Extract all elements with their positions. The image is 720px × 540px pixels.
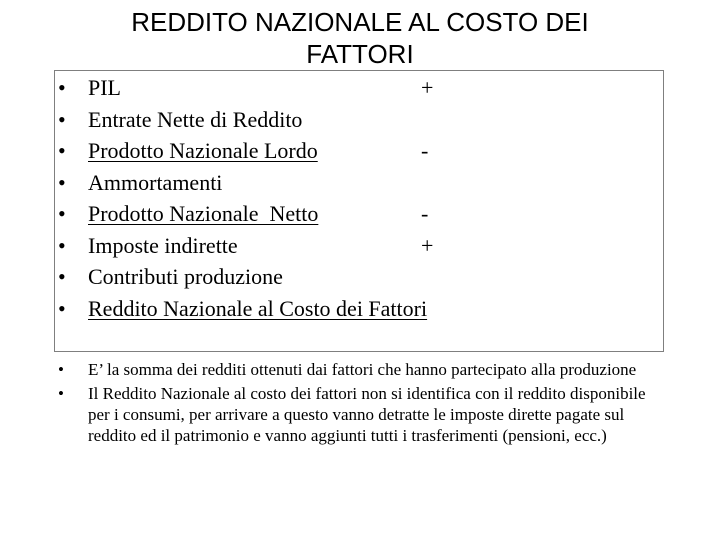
list-item-prodotto-nazionale-lordo bbox=[0, 135, 720, 167]
note-text: Il Reddito Nazionale al costo dei fattori non si identifica con il reddito disponibile per i consumi, per arrivare a questo vanno detratte le imposte dirette pagate sul reddito ed il patrimonio e vanno aggiunti tutti i trasferimenti (pensioni, ecc.) bbox=[88, 384, 646, 445]
list-item-ammortamenti bbox=[0, 167, 720, 199]
bullet-icon: • bbox=[58, 75, 66, 100]
item-label: PIL bbox=[88, 75, 121, 100]
item-label: Prodotto Nazionale Lordo bbox=[88, 138, 318, 163]
list-item-entrate-nette bbox=[0, 104, 720, 136]
bullet-icon: • bbox=[58, 232, 66, 258]
bullet-icon: • bbox=[58, 360, 64, 379]
title-line-1: REDDITO NAZIONALE AL COSTO DEI bbox=[131, 7, 589, 37]
list-item-pil bbox=[0, 72, 720, 104]
bullet-icon: • bbox=[58, 295, 66, 321]
note-item-definition bbox=[0, 359, 660, 380]
note-item-disposable-income bbox=[0, 383, 660, 446]
slide-title bbox=[60, 6, 660, 70]
title-line-2: FATTORI bbox=[306, 39, 414, 69]
item-label: Entrate Nette di Reddito bbox=[88, 106, 303, 132]
item-label: Contributi produzione bbox=[88, 264, 283, 289]
list-item-reddito-nazionale bbox=[0, 293, 720, 325]
bullet-icon: • bbox=[58, 201, 66, 226]
item-label: Prodotto Nazionale Netto bbox=[88, 201, 319, 226]
note-text: E’ la somma dei redditi ottenuti dai fattori che hanno partecipato alla produzione bbox=[88, 360, 637, 379]
bullet-icon: • bbox=[58, 106, 66, 132]
operator-sign: + bbox=[421, 75, 434, 100]
bullet-icon: • bbox=[58, 169, 66, 195]
operator-sign: - bbox=[421, 201, 429, 226]
bullet-icon: • bbox=[58, 138, 66, 163]
list-item-contributi-produzione bbox=[0, 261, 720, 293]
list-item-prodotto-nazionale-netto bbox=[0, 198, 720, 230]
notes-list bbox=[0, 359, 660, 449]
item-label: Imposte indirette bbox=[88, 232, 238, 258]
item-label: Ammortamenti bbox=[88, 169, 223, 195]
calculation-list bbox=[0, 72, 720, 324]
list-item-imposte-indirette bbox=[0, 230, 720, 262]
operator-sign: + bbox=[421, 232, 434, 258]
item-label: Reddito Nazionale al Costo dei Fattori bbox=[88, 295, 428, 321]
bullet-icon: • bbox=[58, 384, 64, 403]
bullet-icon: • bbox=[58, 264, 66, 289]
operator-sign: - bbox=[421, 138, 429, 163]
